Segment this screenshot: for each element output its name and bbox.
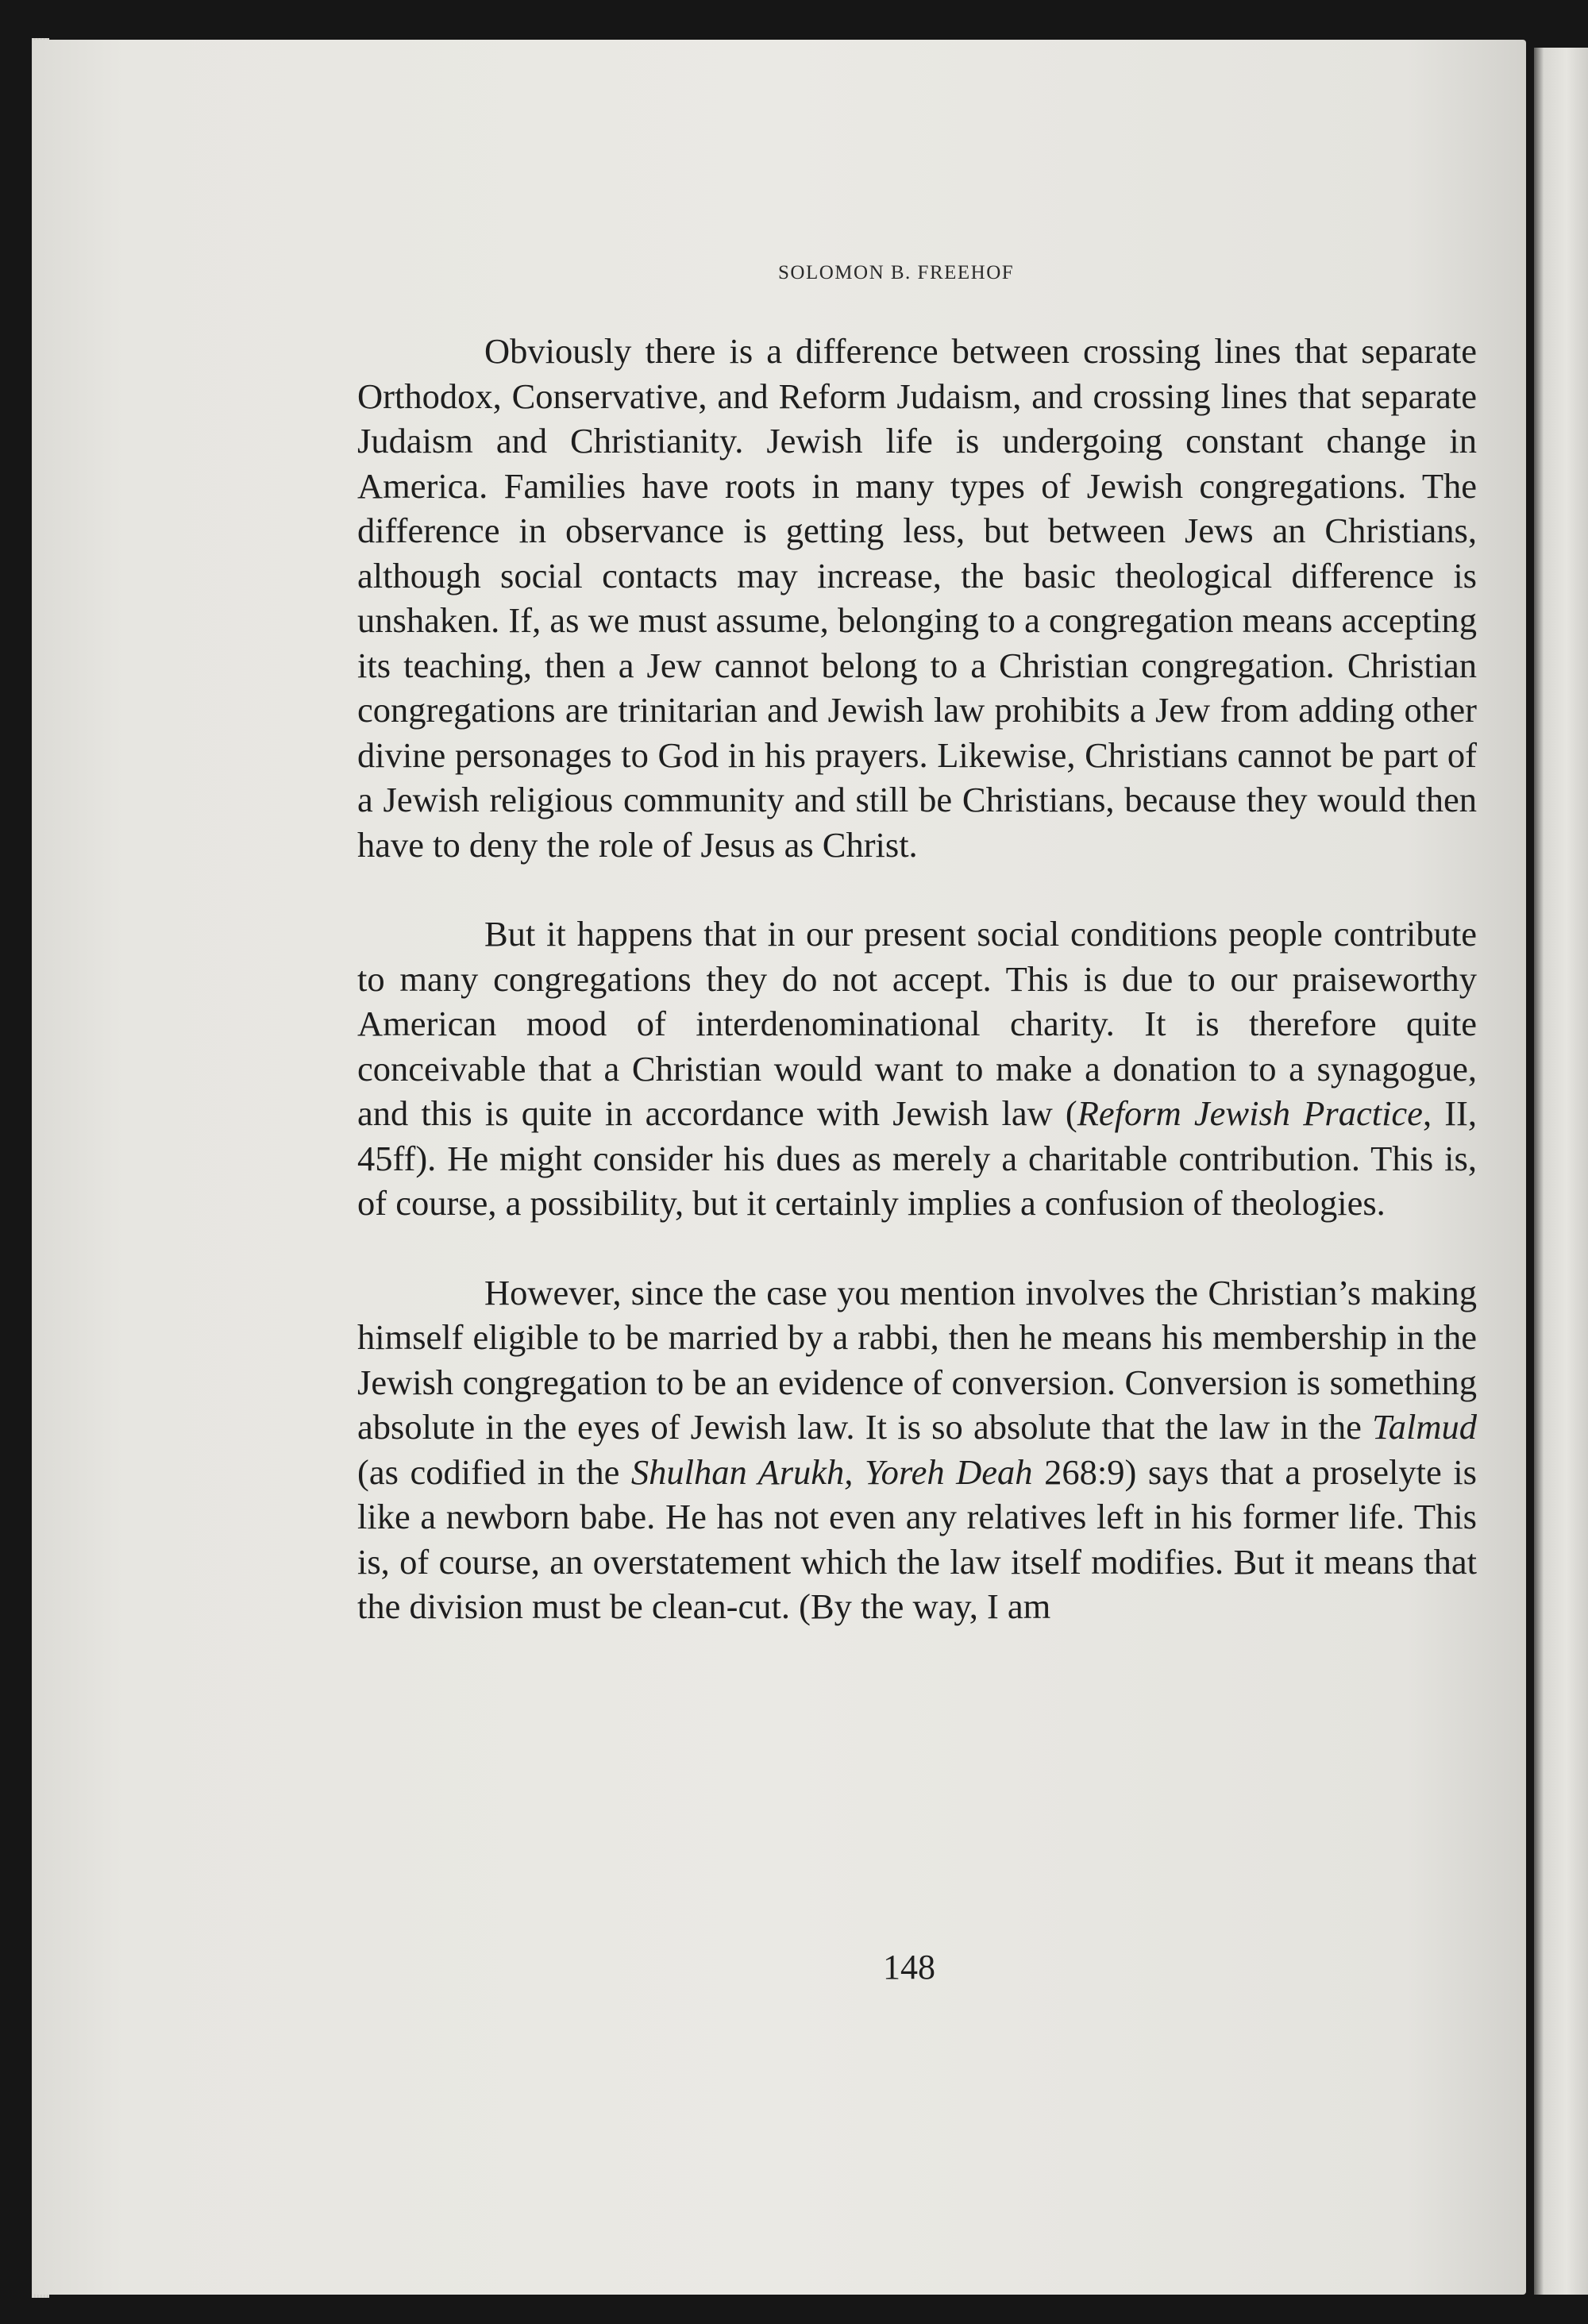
running-head: SOLOMON B. FREEHOF [778,262,1015,283]
body-text [357,329,1477,1629]
paragraph-2-text: But it happens that in our present social conditions people contribute to many congregations they do not accept. This is due to our praiseworthy American mood of interdenominational charity. It is therefore quite conceivable that a Christian would want to make a donation to a synagogue, and this is quite in accordance with Jewish law ( [357,914,1477,1133]
book-title-talmud: Talmud [1372,1407,1477,1447]
paragraph-3 [357,1270,1477,1629]
paragraph-3-text: However, since the case you mention involves the Christian’s making himself eligible to be married by a rabbi, then he means his membership in the Jewish congregation to be an evidence of conversion. Conversion is something absolute in the eyes of Jewish law. It is so absolute that the law in the [357,1272,1477,1447]
paragraph-3-text-end: 268:9) says that a proselyte is like a newborn babe. He has not even any relatives left in his former life. This is, of course, an overstatement which the law itself modifies. But it means that the division must be clean-cut. (By the way, I am [357,1451,1477,1626]
book-title-shulhan-arukh: Shulhan Arukh, Yoreh Deah [630,1451,1033,1492]
paragraph-3-text-mid: (as codified in the [357,1451,631,1492]
book-title-reform-jewish-practice: Reform Jewish Practice [1077,1093,1423,1133]
paragraph-2-text-end: , II, 45ff). He might consider his dues as merely a charitable contribution. This is, of course, a possibility, but it certainly implies a confusion of theologies. [357,1093,1477,1223]
paragraph-1: Obviously there is a difference between crossing lines that separate Orthodox, Conservative, and Reform Judaism, and crossing lines that separate Judaism and Christianity. Jewish life is undergoing constant change in America. Families have roots in many types of Jewish congregations. The difference in observance is getting less, but between Jews an Christians, although social contacts may increase, the basic theological difference is unshaken. If, as we must assume, belonging to a congregation means accepting its teaching, then a Jew cannot belong to a Christian congregation. Christian congregations are trinitarian and Jewish law prohibits a Jew from adding other divine personages to God in his prayers. Likewise, Christians cannot be part of a Jewish religious community and still be Christians, because they would then have to deny the role of Jesus as Christ. [357,331,1477,865]
paragraph-2 [357,911,1477,1226]
page-number: 148 [883,1948,935,1987]
